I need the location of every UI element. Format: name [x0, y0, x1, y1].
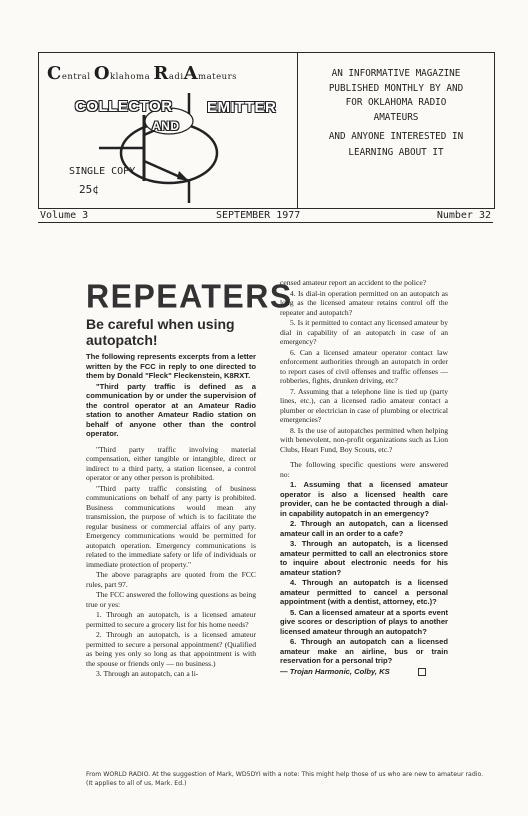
article-paragraph: 4. Is dial-in operation permitted on an autopatch as long as the licensed amateur retains control off the repeater and autopatch? — [280, 288, 448, 317]
article-paragraph: 1. Through an autopatch, is a licensed amateur permitted to secure a grocery list for his home needs? — [86, 610, 256, 629]
tagline-line: AMATEURS — [373, 111, 419, 123]
article-title: REPEATERS — [86, 277, 293, 315]
tagline-line: AN INFORMATIVE MAGAZINE — [331, 68, 461, 79]
issue-date: SEPTEMBER 1977 — [216, 210, 301, 221]
article-paragraph: The above paragraphs are quoted from the FCC rules, part 97. — [86, 570, 256, 589]
masthead-tagline — [301, 67, 491, 161]
tagline-line: AND ANYONE INTERESTED IN — [328, 131, 464, 143]
article-paragraph: "Third party traffic consisting of business communications on behalf of any party is prohibited. Business communications would mean any transmission, the purpose of which is to facilitate the regular business or commercial affairs of any party. Emergency communications would be permitted for autopatch operation. Emergency communications is related to the immediate safety or life of individuals or immediate protection of property." — [86, 483, 256, 569]
single-copy-label: SINGLE COPY — [69, 166, 136, 177]
article-paragraph: 3. Through an autopatch, can a li- — [96, 669, 199, 678]
article-paragraph: 5. Is it permitted to contact any licensed amateur by dial in capability of an autopatch in case of an emergency? — [280, 318, 448, 346]
article-paragraph: 3. Through an autopatch, is a licensed amateur permitted to call an electronics store to inquire about electronic needs for his amateur station? — [280, 539, 448, 577]
tagline-line: FOR OKLAHOMA RADIO — [345, 97, 447, 109]
byline-row — [280, 667, 448, 677]
issue-divider — [38, 222, 493, 223]
end-mark-icon — [418, 668, 426, 676]
article-paragraph: censed amateur report an accident to the police? — [280, 278, 427, 287]
article-paragraph: 2. Through an autopatch, can a licensed amateur call in an order to a cafe? — [280, 519, 448, 538]
article-paragraph: 2. Through an autopatch, is a licensed amateur permitted to secure a personal appointment? (Qualified as being yes only so long as that appointment is with the spouse or friends only — no business.) — [86, 630, 256, 668]
article-column-right — [280, 278, 448, 677]
article-paragraph: 1. Assuming that a licensed amateur operator is also a licensed health care provider, can he be contacted through a dial-in capability autopatch in an emergency? — [280, 480, 448, 518]
issue-volume: Volume 3 — [40, 210, 89, 221]
logo-word-and: AND — [152, 119, 180, 133]
article-paragraph: The following represents excerpts from a letter written by the FCC in reply to one directed to them by Donald "Fleck" Fleckenstein, K8RXT. — [86, 352, 256, 380]
issue-number: Number 32 — [436, 210, 491, 221]
article-paragraph: 6. Can a licensed amateur operator contact law enforcement authorities through an autopatch in order to report cases of civil offenses and traffic offenses — robberies, fights, drunken driving, etc? — [280, 347, 448, 385]
article-paragraph: "Third party traffic involving material compensation, either tangible or intangible, direct or indirect to a third party, a station licensee, a control operator or any other person is prohibited. — [86, 444, 256, 482]
article-paragraph: "Third party traffic is defined as a communication by or under the supervision of the control operator at an Amateur Radio station to another Amateur Radio station on behalf of anyone other than the control operator. — [86, 381, 256, 438]
masthead-logo-panel — [39, 53, 298, 208]
article-subtitle: Be careful when using autopatch! — [86, 316, 235, 348]
article-paragraph: 7. Assuming that a telephone line is tied up (party lines, etc.), can a licensed radio amateur contact a plumber or electrician in case of plumbing or electrical emergencies? — [280, 386, 448, 424]
masthead — [38, 52, 495, 209]
article-paragraph: 6. Through an autopatch can a licensed amateur make an airline, bus or train reservation for a personal trip? — [280, 637, 448, 665]
tagline-line: LEARNING ABOUT IT — [348, 147, 444, 159]
logo-word-collector: COLLECTOR — [75, 98, 173, 115]
article-paragraph: 5. Can a licensed amateur at a sports event give scores or description of plays to another licensed amateur through an autopatch? — [280, 607, 448, 636]
article-paragraph: 8. Is the use of autopatches permitted when helping with benevolent, non-profit organizations such as Lion Clubs, Heart Fund, Boy Scouts, etc.? — [280, 425, 448, 454]
article-paragraph: 4. Through an autopatch is a licensed amateur permitted to cancel a personal appointment (with a dentist, attorney, etc.)? — [280, 578, 448, 606]
editor-footnote: From WORLD RADIO. At the suggestion of Mark, WD5DYI with a note: This might help those of us who are new to amateur radio. (It applies to all of us, Mark. Ed.) — [86, 771, 484, 787]
tagline-line: PUBLISHED MONTHLY BY AND — [328, 82, 464, 94]
article-paragraph: The FCC answered the following questions as being true or yes: — [86, 590, 256, 609]
club-name: Central Oklahoma RadiAmateurs — [47, 63, 238, 84]
article-byline: — Trojan Harmonic, Colby, KS — [280, 666, 390, 676]
article-column-left — [86, 352, 256, 680]
price: 25¢ — [79, 183, 99, 196]
logo-word-emitter: EMITTER — [207, 99, 277, 116]
article-paragraph: The following specific questions were answered no: — [280, 460, 448, 479]
